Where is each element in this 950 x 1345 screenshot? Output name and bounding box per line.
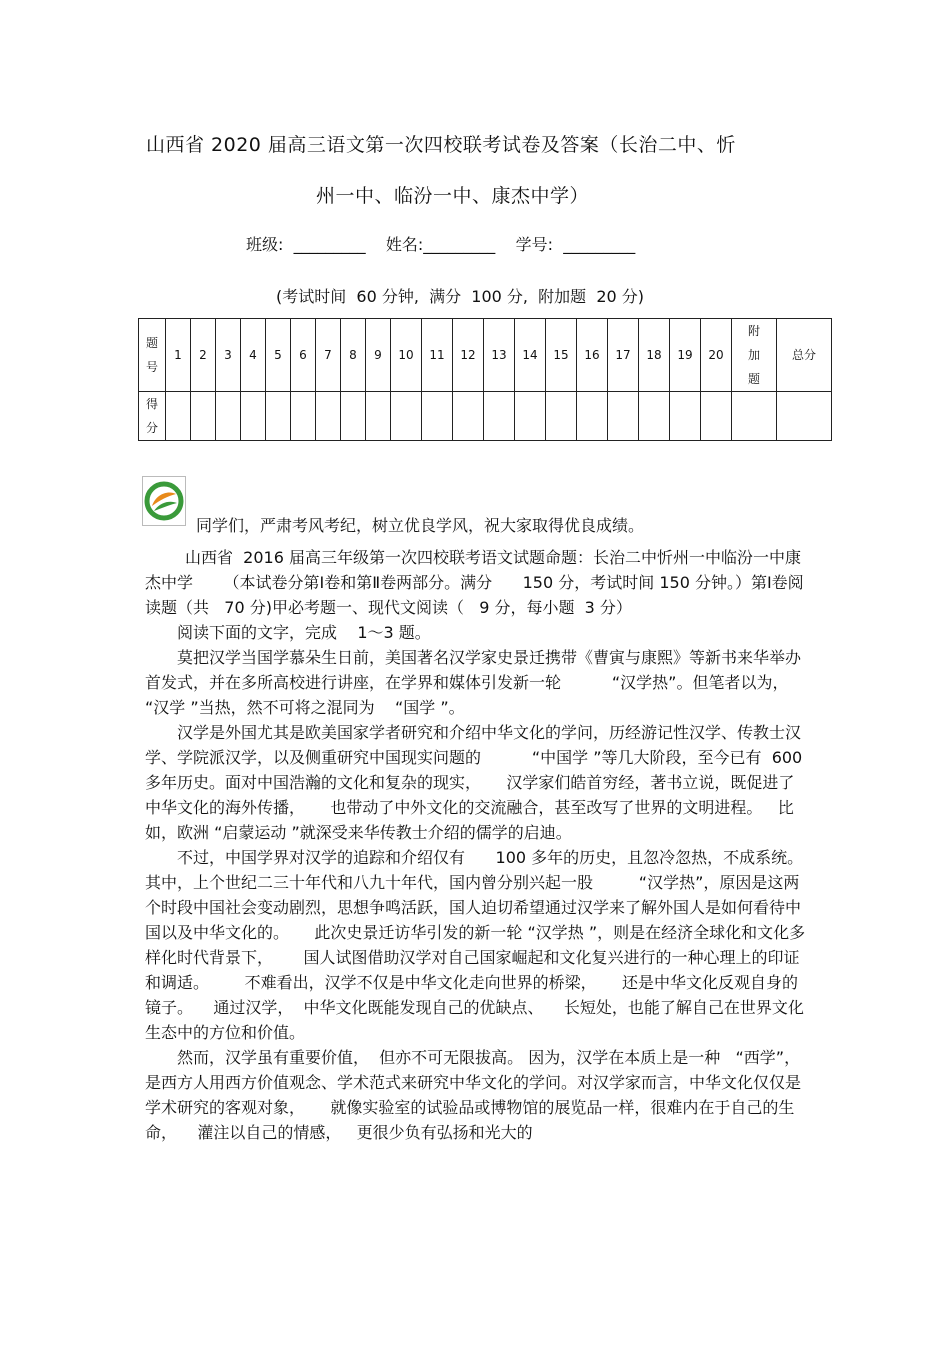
score-table	[138, 318, 832, 441]
total-score-header: 总分	[777, 319, 832, 392]
question-number-cell: 15	[546, 319, 577, 392]
document-title-line1: 山西省 2020 届高三语文第一次四校联考试卷及答案（长治二中、忻	[146, 134, 736, 156]
score-cell	[166, 392, 191, 441]
paragraph-2: 汉学是外国尤其是欧美国家学者研究和介绍中华文化的学问，历经游记性汉学、传教士汉学、学院派汉学，以及侧重研究中国现实问题的 “中国学 ”等几大阶段，至今已有 600 多年历史。面对中国浩瀚的文化和复杂的现实， 汉学家们皓首穷经，著书立说，既促进了中华文化的海外传播， 也带动了中外文化的交流融合，甚至改写了世界的文明进程。 比如，欧洲 “启蒙运动 ”就深受来华传教士介绍的儒学的启迪。	[145, 723, 808, 842]
score-cell	[191, 392, 216, 441]
question-number-cell: 8	[341, 319, 366, 392]
question-number-cell: 5	[266, 319, 291, 392]
question-number-cell: 10	[391, 319, 422, 392]
score-cell	[701, 392, 732, 441]
question-number-cell: 18	[639, 319, 670, 392]
question-number-cell: 9	[366, 319, 391, 392]
document-title-line2: 州一中、临汾一中、康杰中学）	[316, 185, 590, 207]
score-cell	[546, 392, 577, 441]
score-cell	[341, 392, 366, 441]
paragraph-instruction: 阅读下面的文字，完成 1～3 题。	[177, 623, 431, 642]
question-number-cell: 19	[670, 319, 701, 392]
question-number-cell: 1	[166, 319, 191, 392]
question-number-cell: 14	[515, 319, 546, 392]
row-header-score: 得分	[139, 392, 166, 441]
question-number-cell: 11	[422, 319, 453, 392]
score-cell	[316, 392, 341, 441]
student-info-line: 班级: _________ 姓名:_________ 学号: _________	[246, 235, 636, 254]
score-cell	[216, 392, 241, 441]
score-cell	[577, 392, 608, 441]
score-cell	[241, 392, 266, 441]
question-number-cell: 16	[577, 319, 608, 392]
score-cell	[422, 392, 453, 441]
total-score-cell	[777, 392, 832, 441]
exam-note: (考试时间 60 分钟, 满分 100 分, 附加题 20 分)	[276, 287, 645, 306]
score-cell	[291, 392, 316, 441]
row-header-question-number: 题号	[139, 319, 166, 392]
question-number-cell: 17	[608, 319, 639, 392]
question-number-cell: 6	[291, 319, 316, 392]
score-cell	[608, 392, 639, 441]
question-number-cell: 4	[241, 319, 266, 392]
extra-question-header: 附加题	[732, 319, 777, 392]
extra-score-cell	[732, 392, 777, 441]
question-number-cell: 20	[701, 319, 732, 392]
score-cell	[366, 392, 391, 441]
question-number-cell: 13	[484, 319, 515, 392]
question-number-cell: 3	[216, 319, 241, 392]
score-cell	[670, 392, 701, 441]
score-cell	[515, 392, 546, 441]
paragraph-4: 然而，汉学虽有重要价值， 但亦不可无限拔高。 因为，汉学在本质上是一种 “西学”，是西方人用西方价值观念、学术范式来研究中华文化的学问。对汉学家而言，中华文化仅仅是学术研究的客观对象， 就像实验室的试验品或博物馆的展览品一样，很难内在于自己的生命， 灌注以自己的情感， 更很少负有弘扬和光大的	[145, 1048, 802, 1142]
question-number-cell: 2	[191, 319, 216, 392]
score-cell	[639, 392, 670, 441]
score-cell	[266, 392, 291, 441]
paragraph-intro: 山西省 2016 届高三年级第一次四校联考语文试题命题：长治二中忻州一中临汾一中康杰中学 （本试卷分第Ⅰ卷和第Ⅱ卷两部分。满分 150 分，考试时间 150 分钟。）第Ⅰ卷阅读题（共 70 分)甲必考题一、现代文阅读（ 9 分，每小题 3 分）	[145, 548, 804, 617]
question-number-cell: 7	[316, 319, 341, 392]
score-cell	[391, 392, 422, 441]
reading-passage	[145, 545, 814, 1145]
motto-text: 同学们，严肃考风考纪，树立优良学风，祝大家取得优良成绩。	[196, 516, 645, 535]
paragraph-1: 莫把汉学当国学慕朵生日前，美国著名汉学家史景迁携带《曹寅与康熙》等新书来华举办首发式，并在多所高校进行讲座，在学界和媒体引发新一轮 “汉学热”。但笔者以为， “汉学 ”当热，然不可将之混同为 “国学 ”。	[145, 648, 814, 717]
school-logo-icon	[142, 476, 186, 526]
score-cell	[453, 392, 484, 441]
paragraph-3: 不过，中国学界对汉学的追踪和介绍仅有 100 多年的历史，且忽冷忽热，不成系统。其中，上个世纪二三十年代和八九十年代，国内曾分别兴起一股 “汉学热”，原因是这两个时段中国社会变动剧烈，思想争鸣活跃，国人迫切希望通过汉学来了解外国人是如何看待中国以及中华文化的。 此次史景迁访华引发的新一轮 “汉学热 ”，则是在经济全球化和文化多样化时代背景下， 国人试图借助汉学对自己国家崛起和文化复兴进行的一种心理上的印证和调适。 不难看出，汉学不仅是中华文化走向世界的桥梁， 还是中华文化反观自身的镜子。 通过汉学， 中华文化既能发现自己的优缺点、 长短处，也能了解自己在世界文化生态中的方位和价值。	[145, 848, 806, 1042]
question-number-cell: 12	[453, 319, 484, 392]
score-cell	[484, 392, 515, 441]
